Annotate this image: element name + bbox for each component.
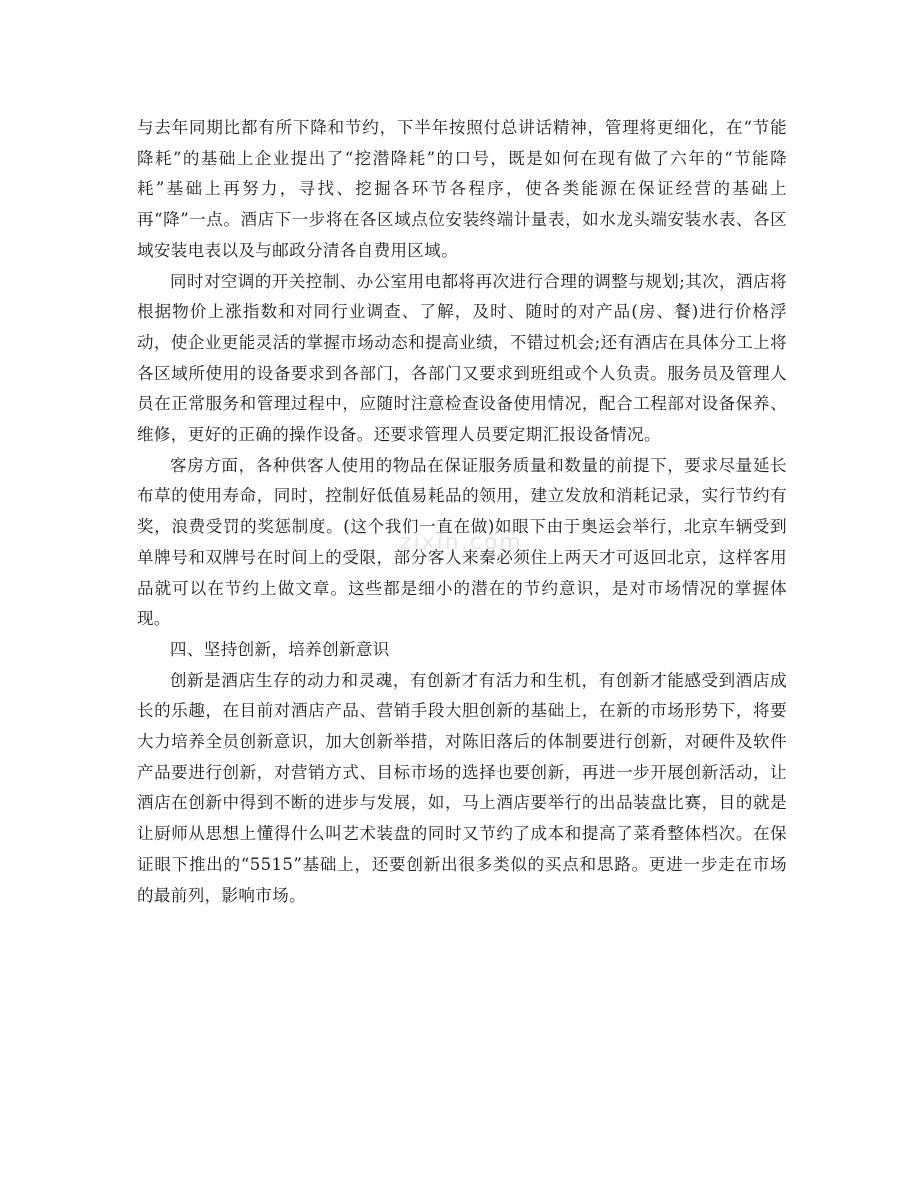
section-heading-innovation: 四、坚持创新，培养创新意识 <box>170 639 390 659</box>
paragraph-guest-rooms: 客房方面，各种供客人使用的物品在保证服务质量和数量的前提下，要求尽量延长布草的使用寿命，同时，控制好低值易耗品的领用，建立发放和消耗记录，实行节约有奖，浪费受罚的奖惩制度。(这个我们一直在做)如眼下由于奥运会举行，北京车辆受到单牌号和双牌号在时间上的受限，部分客人来秦必须住上两天才可返回北京，这样客用品就可以在节约上做文章。这些都是细小的潜在的节约意识，是对市场情况的掌握体现。 <box>137 455 787 629</box>
paragraph-innovation: 创新是酒店生存的动力和灵魂，有创新才有活力和生机，有创新才能感受到酒店成长的乐趣，在目前对酒店产品、营销手段大胆创新的基础上，在新的市场形势下，将要大力培养全员创新意识，加大创新举措，对陈旧落后的体制要进行创新，对硬件及软件产品要进行创新，对营销方式、目标市场的选择也要创新，再进一步开展创新活动，让酒店在创新中得到不断的进步与发展，如，马上酒店要举行的出品装盘比赛，目的就是让厨师从思想上懂得什么叫艺术装盘的同时又节约了成本和提高了菜肴整体档次。在保证眼下推出的“5515”基础上，还要创新出很多类似的买点和思路。更进一步走在市场的最前列，影响市场。 <box>137 670 787 905</box>
document-page <box>137 113 787 911</box>
paragraph-energy-saving: 与去年同期比都有所下降和节约，下半年按照付总讲话精神，管理将更细化，在“节能降耗”的基础上企业提出了“挖潜降耗”的口号，既是如何在现有做了六年的“节能降耗”基础上再努力，寻找、挖掘各环节各程序，使各类能源在保证经营的基础上再“降”一点。酒店下一步将在各区域点位安装终端计量表，如水龙头端安装水表、各区域安装电表以及与邮政分清各自费用区域。 <box>137 118 787 260</box>
watermark: zixin.com <box>400 530 523 555</box>
paragraph-equipment-control: 同时对空调的开关控制、办公室用电都将再次进行合理的调整与规划;其次，酒店将根据物价上涨指数和对同行业调查、了解，及时、随时的对产品(房、餐)进行价格浮动，使企业更能灵活的掌握市场动态和提高业绩，不错过机会;还有酒店在具体分工上将各区域所使用的设备要求到各部门，各部门又要求到班组或个人负责。服务员及管理人员在正常服务和管理过程中，应随时注意检查设备使用情况，配合工程部对设备保养、维修，更好的正确的操作设备。还要求管理人员要定期汇报设备情况。 <box>137 271 787 445</box>
